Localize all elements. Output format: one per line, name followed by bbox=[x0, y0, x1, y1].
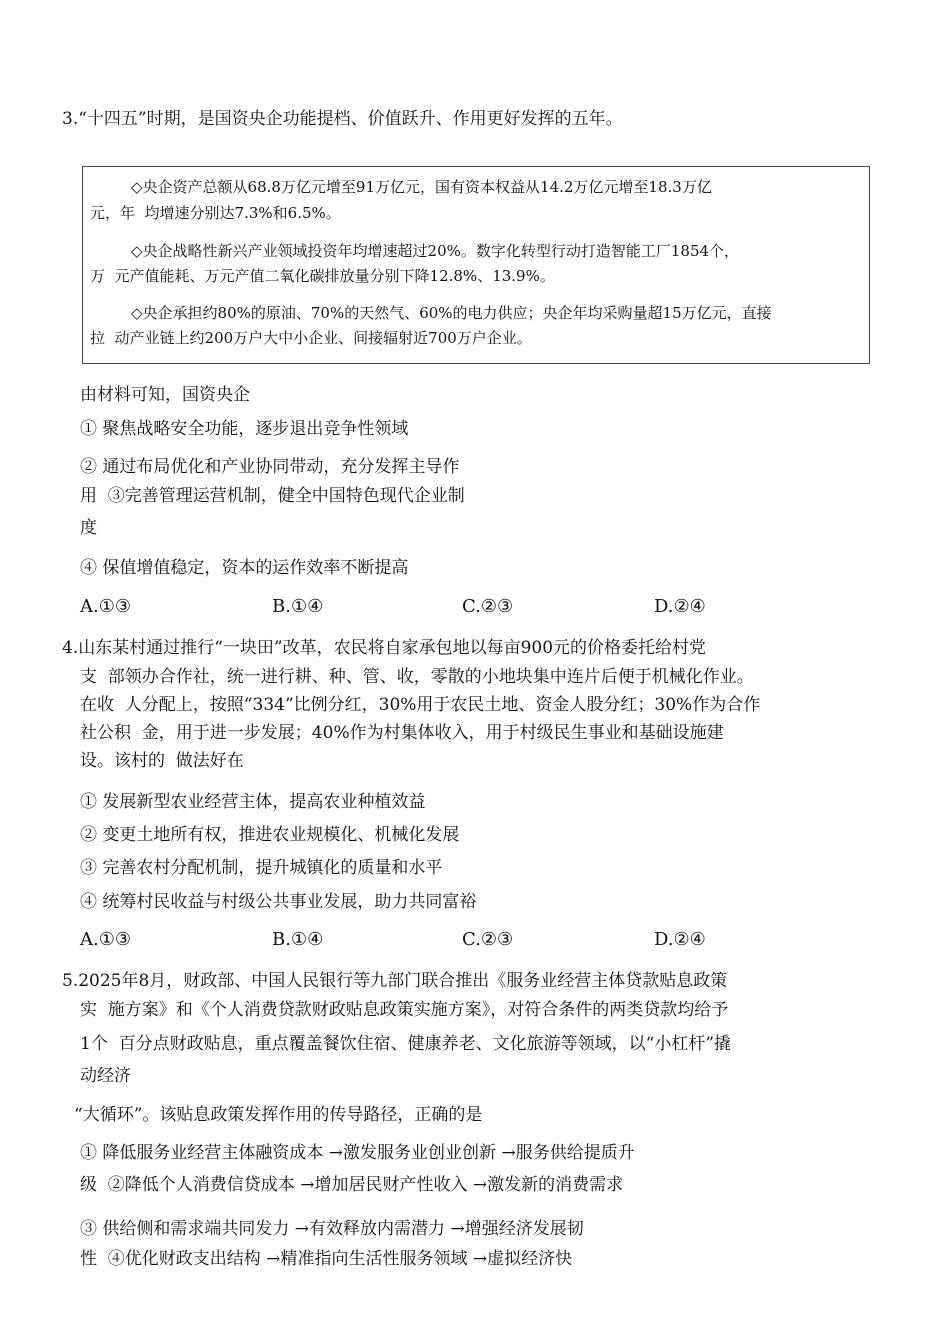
q3-stem: 3.“十四五”时期，是国资央企功能提档、价值跃升、作用更好发挥的五年。 bbox=[62, 109, 623, 129]
q3-item: 度 bbox=[80, 518, 97, 538]
q3-material-line: ◇央企资产总额从68.8万亿元增至91万亿元，国有资本权益从14.2万亿元增至18.3万亿 bbox=[131, 178, 712, 196]
q4-item: ③ 完善农村分配机制，提升城镇化的质量和水平 bbox=[80, 858, 443, 878]
q5-item: ③ 供给侧和需求端共同发力 →有效释放内需潜力 →增强经济发展韧 bbox=[80, 1219, 584, 1239]
q3-material-line: 万 元产值能耗、万元产值二氧化碳排放量分别下降12.8%、13.9%。 bbox=[90, 267, 555, 285]
q4-item: ④ 统筹村民收益与村级公共事业发展，助力共同富裕 bbox=[80, 892, 477, 912]
q5-stem-line: 5.2025年8月，财政部、中国人民银行等九部门联合推出《服务业经营主体贷款贴息政策 bbox=[62, 971, 728, 991]
q5-stem-line: 实 施方案》和《个人消费贷款财政贴息政策实施方案》，对符合条件的两类贷款均给予 bbox=[80, 1000, 729, 1020]
q3-option-d[interactable]: D.②④ bbox=[654, 596, 706, 617]
q3-material-line: ◇央企承担约80%的原油、70%的天然气、60%的电力供应；央企年均采购量超15万亿元，直接 bbox=[131, 304, 772, 322]
q5-stem-line: 1个 百分点财政贴息，重点覆盖餐饮住宿、健康养老、文化旅游等领域，以“小杠杆”撬 bbox=[80, 1034, 732, 1054]
q4-option-b[interactable]: B.①④ bbox=[272, 929, 324, 950]
q3-item: ④ 保值增值稳定，资本的运作效率不断提高 bbox=[80, 558, 409, 578]
q4-option-a[interactable]: A.①③ bbox=[80, 929, 131, 950]
q5-item: 性 ④优化财政支出结构 →精准指向生活性服务领域 →虚拟经济快 bbox=[80, 1249, 573, 1269]
q3-option-b[interactable]: B.①④ bbox=[272, 596, 324, 617]
q5-stem-line: 动经济 bbox=[80, 1066, 131, 1086]
q4-stem-line: 社公积 金，用于进一步发展；40%作为村集体收入，用于村级民生事业和基础设施建 bbox=[80, 723, 724, 743]
q3-material-box bbox=[82, 166, 870, 364]
q4-stem-line: 设。该村的 做法好在 bbox=[80, 751, 244, 771]
q3-option-a[interactable]: A.①③ bbox=[80, 596, 131, 617]
q5-item: 级 ②降低个人消费信贷成本 →增加居民财产性收入 →激发新的消费需求 bbox=[80, 1175, 624, 1195]
q4-option-d[interactable]: D.②④ bbox=[654, 929, 706, 950]
q4-stem-line: 在收 人分配上，按照“334”比例分红，30%用于农民土地、资金人股分红；30%作为合作 bbox=[80, 695, 761, 715]
q3-item: ② 通过布局优化和产业协同带动，充分发挥主导作 bbox=[80, 457, 460, 477]
q4-option-c[interactable]: C.②③ bbox=[462, 929, 514, 950]
q3-lead: 由材料可知，国资央企 bbox=[80, 385, 250, 405]
q4-item: ① 发展新型农业经营主体，提高农业种植效益 bbox=[80, 792, 426, 812]
q3-material-line: 元，年 均增速分别达7.3%和6.5%。 bbox=[90, 204, 341, 222]
q5-stem-line: “大循环”。该贴息政策发挥作用的传导路径，正确的是 bbox=[74, 1105, 483, 1125]
q4-item: ② 变更土地所有权，推进农业规模化、机械化发展 bbox=[80, 825, 460, 845]
q3-option-c[interactable]: C.②③ bbox=[462, 596, 514, 617]
q3-material-line: 拉 动产业链上约200万户大中小企业、间接辐射近700万户企业。 bbox=[90, 329, 532, 347]
q4-stem-line: 支 部领办合作社，统一进行耕、种、管、收，零散的小地块集中连片后便于机械化作业。 bbox=[80, 667, 754, 687]
q3-item: 用 ③完善管理运营机制，健全中国特色现代企业制 bbox=[80, 486, 465, 506]
q3-item: ① 聚焦战略安全功能，逐步退出竞争性领域 bbox=[80, 419, 409, 439]
q5-item: ① 降低服务业经营主体融资成本 →激发服务业创业创新 →服务供给提质升 bbox=[80, 1143, 635, 1163]
q3-material-line: ◇央企战略性新兴产业领域投资年均增速超过20%。数字化转型行动打造智能工厂1854个， bbox=[131, 242, 740, 260]
q4-stem-line: 4.山东某村通过推行“一块田”改革，农民将自家承包地以每亩900元的价格委托给村党 bbox=[62, 638, 707, 658]
